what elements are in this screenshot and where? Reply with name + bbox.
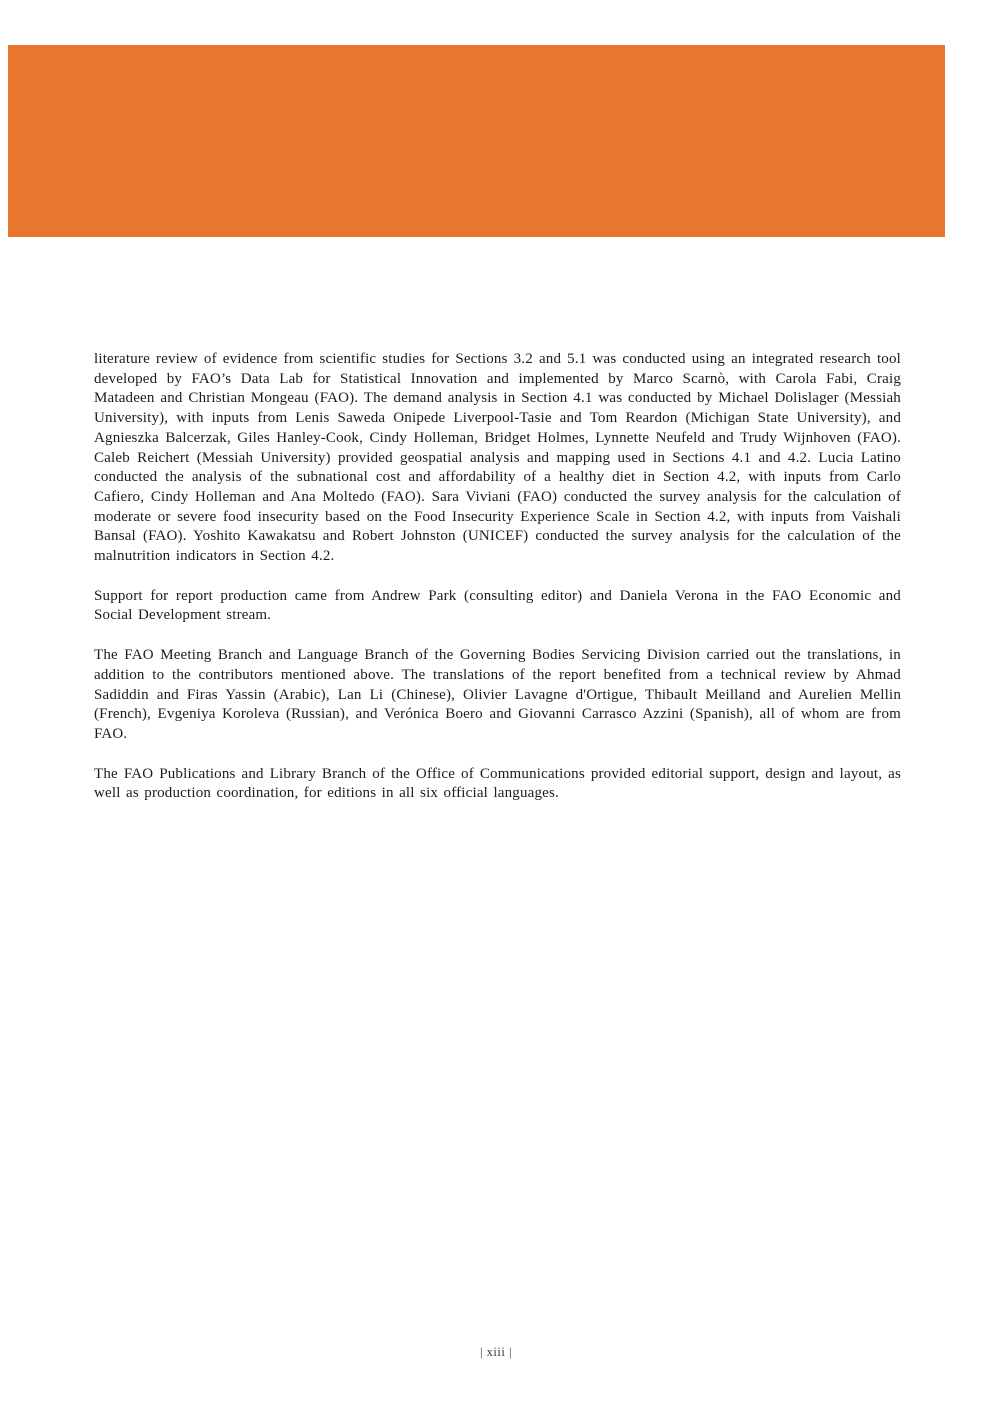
paragraph-translations: The FAO Meeting Branch and Language Branch of the Governing Bodies Servicing Division carried out the translations, in addition to the contributors mentioned above. The translations of the report benefited from a technical review by Ahmad Sadiddin and Firas Yassin (Arabic), Lan Li (Chinese), Olivier Lavagne d'Ortigue, Thibault Meilland and Aurelien Mellin (French), Evgeniya Koroleva (Russian), and Verónica Boero and Giovanni Carrasco Azzini (Spanish), all of whom are from FAO. <box>94 647 901 742</box>
paragraph-publications-branch: The FAO Publications and Library Branch of the Office of Communications provided editorial support, design and layout, as well as production coordination, for editions in all six official languages. <box>94 765 901 802</box>
page-number: | xiii | <box>480 1345 512 1359</box>
paragraph-report-production: Support for report production came from Andrew Park (consulting editor) and Daniela Verona in the FAO Economic and Social Development stream. <box>94 587 901 624</box>
body-text <box>94 350 901 824</box>
cover-banner <box>8 45 945 237</box>
paragraph-acknowledgements-analysis: literature review of evidence from scientific studies for Sections 3.2 and 5.1 was conducted using an integrated research tool developed by FAO’s Data Lab for Statistical Innovation and implemented by Marco Scarnò, with Carola Fabi, Craig Matadeen and Christian Mongeau (FAO). The demand analysis in Section 4.1 was conducted by Michael Dolislager (Messiah University), with inputs from Lenis Saweda Onipede Liverpool-Tasie and Tom Reardon (Michigan State University), and Agnieszka Balcerzak, Giles Hanley-Cook, Cindy Holleman, Bridget Holmes, Lynnette Neufeld and Trudy Wijnhoven (FAO). Caleb Reichert (Messiah University) provided geospatial analysis and mapping used in Sections 4.1 and 4.2. Lucia Latino conducted the analysis of the subnational cost and affordability of a healthy diet in Section 4.2, with inputs from Carlo Cafiero, Cindy Holleman and Ana Moltedo (FAO). Sara Viviani (FAO) conducted the survey analysis for the calculation of moderate or severe food insecurity based on the Food Insecurity Experience Scale in Section 4.2, with inputs from Vaishali Bansal (FAO). Yoshito Kawakatsu and Robert Johnston (UNICEF) conducted the survey analysis for the calculation of the malnutrition indicators in Section 4.2. <box>94 351 901 565</box>
